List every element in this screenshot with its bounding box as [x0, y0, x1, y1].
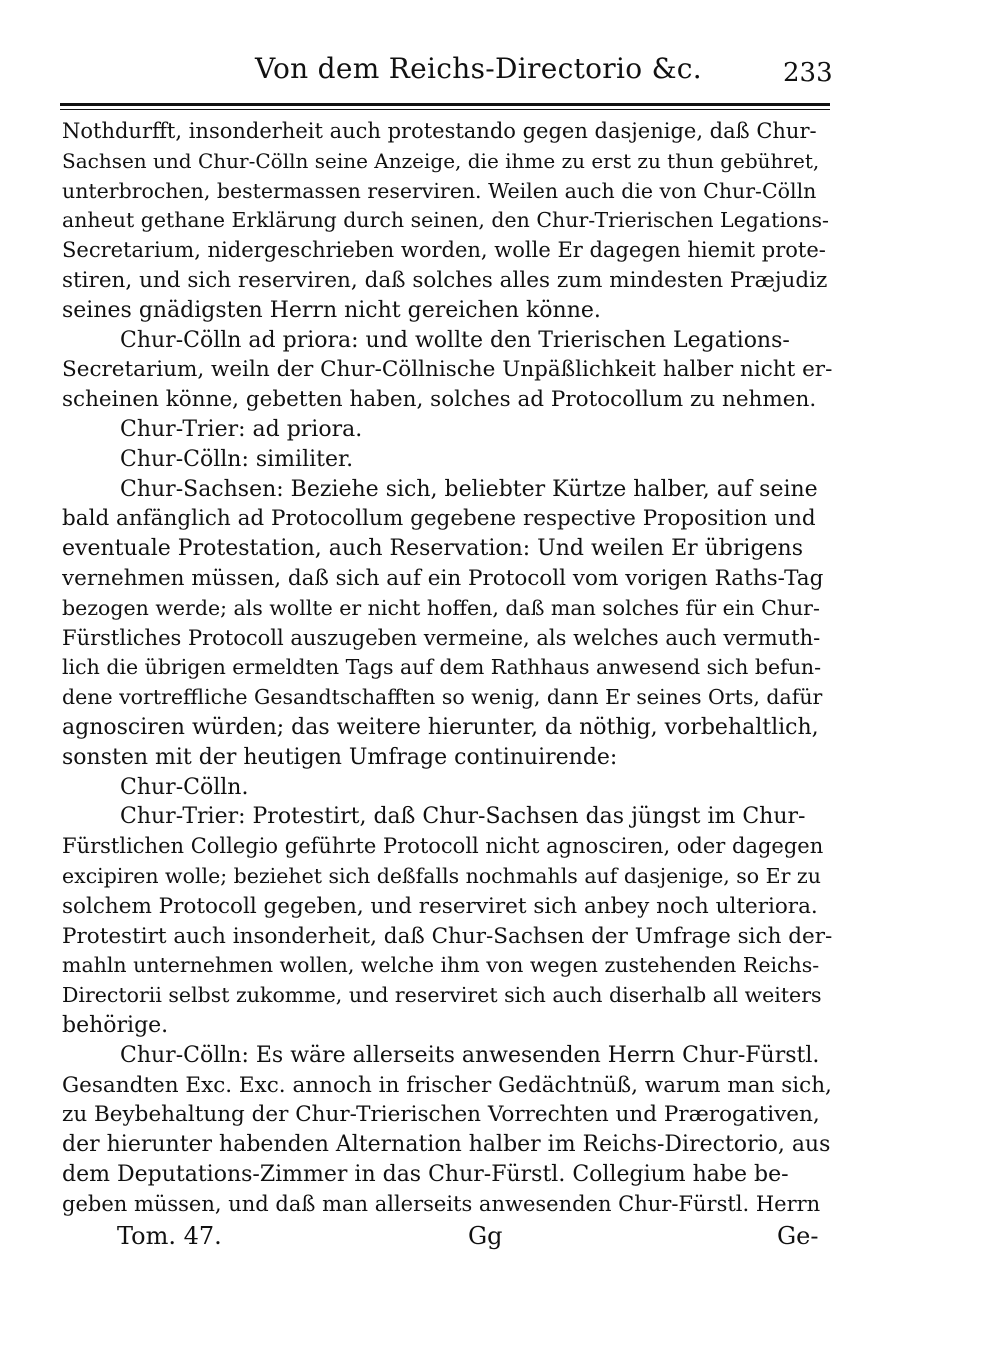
text-line: sonsten mit der heutigen Umfrage continuirende: [62, 744, 618, 770]
signature-mark: Gg [468, 1222, 503, 1250]
catchword: Ge- [777, 1222, 819, 1250]
text-line: Chur-Trier: Protestirt, daß Chur-Sachsen das jüngst im Chur- [120, 804, 806, 830]
body-text [62, 117, 832, 1219]
text-line: zu Beybehaltung der Chur-Trierischen Vorrechten und Prærogativen, [62, 1102, 820, 1128]
text-line: dene vortreffliche Gesandtschafften so wenig, dann Er seines Orts, dafür [62, 685, 823, 710]
page-footer [0, 1222, 1000, 1262]
text-line: vernehmen müssen, daß sich auf ein Protocoll vom vorigen Raths-Tag [62, 565, 824, 591]
text-line: Fürstlichen Collegio geführte Protocoll nicht agnosciren, oder dagegen [62, 834, 824, 859]
text-line: mahln unternehmen wollen, welche ihm von wegen zustehenden Reichs- [62, 953, 820, 978]
text-line: excipiren wolle; beziehet sich deßfalls nochmahls auf dasjenige, so Er zu [62, 863, 821, 888]
text-line: Directorii selbst zukomme, und reserviret sich auch diserhalb all weiters [62, 983, 822, 1008]
text-line: Fürstliches Protocoll auszugeben vermeine, als welches auch vermuth- [62, 625, 821, 650]
text-line: Nothdurfft, insonderheit auch protestando gegen dasjenige, daß Chur- [62, 119, 817, 143]
text-line: dem Deputations-Zimmer in das Chur-Fürstl. Collegium habe be- [62, 1161, 789, 1187]
text-line: Chur-Cölln: similiter. [120, 446, 354, 472]
text-line: Chur-Trier: ad priora. [120, 416, 363, 442]
text-line: anheut gethane Erklärung durch seinen, den Chur-Trierischen Legations- [62, 208, 829, 233]
text-line: der hierunter habenden Alternation halber im Reichs-Directorio, aus [62, 1132, 831, 1158]
page-number: 233 [783, 58, 833, 88]
text-line: geben müssen, und daß man allerseits anwesenden Chur-Fürstl. Herrn [62, 1191, 821, 1216]
running-title: Von dem Reichs-Directorio &c. [255, 52, 702, 85]
header-rule [60, 103, 830, 106]
text-line: Chur-Cölln ad priora: und wollte den Trierischen Legations- [120, 327, 790, 353]
text-line: solchem Protocoll gegeben, und reserviret sich anbey noch ulteriora. [62, 893, 818, 919]
text-line: bald anfänglich ad Protocollum gegebene respective Proposition und [62, 506, 816, 532]
text-line: bezogen werde; als wollte er nicht hoffen, daß man solches für ein Chur- [62, 595, 820, 620]
text-line: Chur-Sachsen: Beziehe sich, beliebter Kürtze halber, auf seine [120, 476, 818, 502]
text-line: unterbrochen, bestermassen reserviren. Weilen auch die von Chur-Cölln [62, 178, 817, 203]
text-line: Gesandten Exc. Exc. annoch in frischer Gedächtnüß, warum man sich, [62, 1072, 832, 1098]
text-line: Sachsen und Chur-Cölln seine Anzeige, die ihme zu erst zu thun gebühret, [62, 148, 820, 173]
text-line: Secretarium, weiln der Chur-Cöllnische Unpäßlichkeit halber nicht er- [62, 357, 832, 383]
text-line: lich die übrigen ermeldten Tags auf dem Rathhaus anwesend sich befun- [62, 655, 822, 680]
text-line: stiren, und sich reserviren, daß solches alles zum mindesten Præjudiz [62, 267, 828, 293]
text-line: behörige. [62, 1012, 169, 1038]
text-line: agnosciren würden; das weitere hierunter, da nöthig, vorbehaltlich, [62, 714, 819, 740]
text-line: scheinen könne, gebetten haben, solches ad Protocollum zu nehmen. [62, 387, 817, 413]
text-line: Protestirt auch insonderheit, daß Chur-Sachsen der Umfrage sich der- [62, 923, 832, 949]
text-line: Chur-Cölln: Es wäre allerseits anwesenden Herrn Chur-Fürstl. [120, 1042, 820, 1068]
text-line: Secretarium, nidergeschrieben worden, wolle Er dagegen hiemit prote- [62, 238, 826, 263]
volume-mark: Tom. 47. [117, 1222, 222, 1250]
text-line: seines gnädigsten Herrn nicht gereichen könne. [62, 297, 601, 323]
text-line: Chur-Cölln. [120, 774, 249, 800]
text-line: eventuale Protestation, auch Reservation: Und weilen Er übrigens [62, 536, 804, 562]
